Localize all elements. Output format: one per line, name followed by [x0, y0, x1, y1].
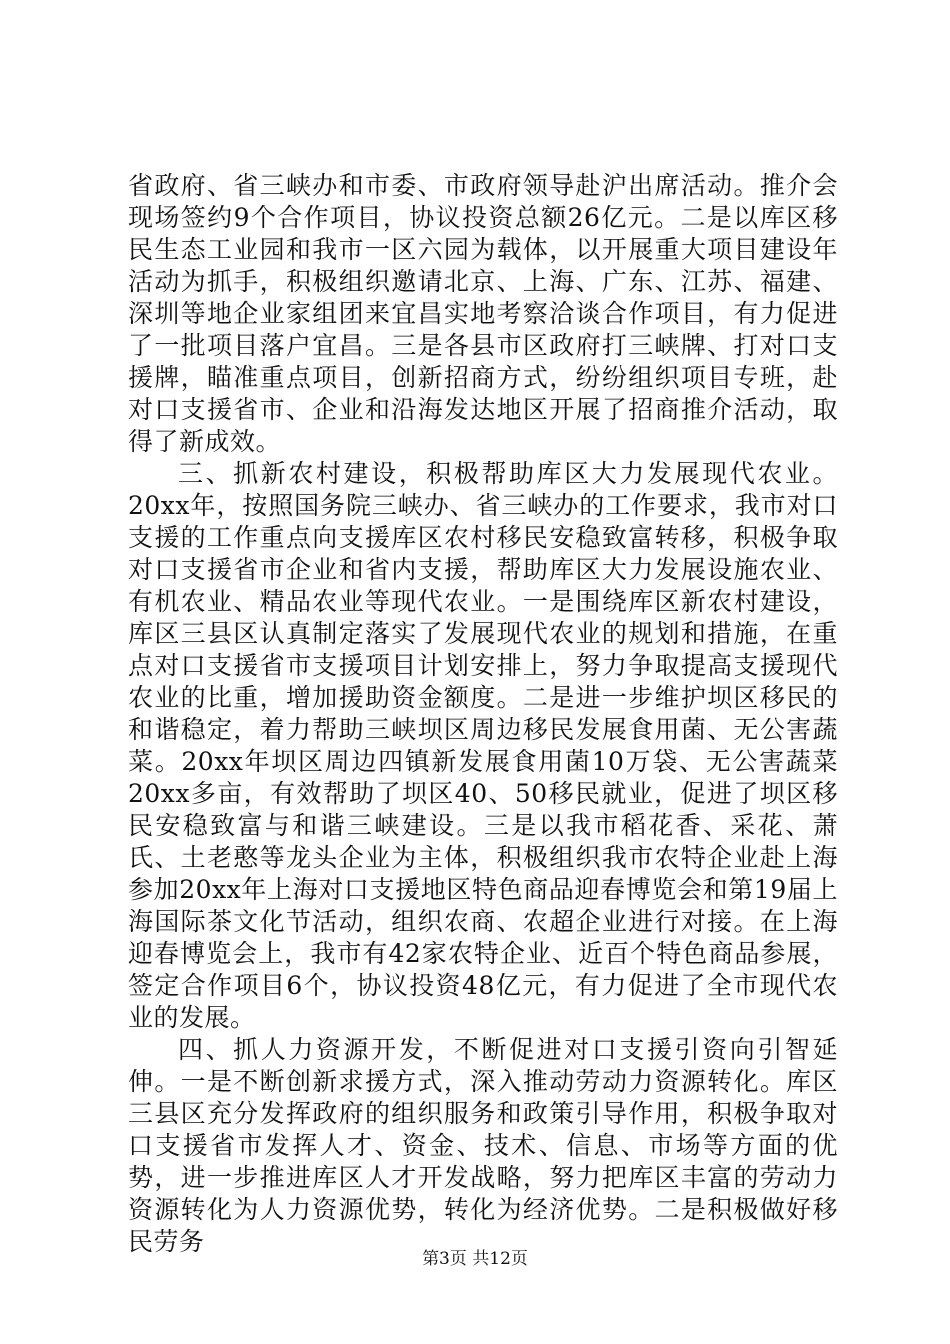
document-body: [128, 170, 838, 1258]
page-footer: 第3页 共12页: [422, 1249, 528, 1269]
paragraph-continuation: 省政府、省三峡办和市委、市政府领导赴沪出席活动。推介会现场签约9个合作项目，协议投资总额26亿元。二是以库区移民生态工业园和我市一区六园为载体，以开展重大项目建设年活动为抓手，积极组织邀请北京、上海、广东、江苏、福建、深圳等地企业家组团来宜昌实地考察洽谈合作项目，有力促进了一批项目落户宜昌。三是各县市区政府打三峡牌、打对口支援牌，瞄准重点项目，创新招商方式，纷纷组织项目专班，赴对口支援省市、企业和沿海发达地区开展了招商推介活动，取得了新成效。: [128, 171, 838, 456]
paragraph-section-three: 三、抓新农村建设，积极帮助库区大力发展现代农业。20xx年，按照国务院三峡办、省三峡办的工作要求，我市对口支援的工作重点向支援库区农村移民安稳致富转移，积极争取对口支援省市企业和省内支援，帮助库区大力发展设施农业、有机农业、精品农业等现代农业。一是围绕库区新农村建设，库区三县区认真制定落实了发展现代农业的规划和措施，在重点对口支援省市支援项目计划安排上，努力争取提高支援现代农业的比重，增加援助资金额度。二是进一步维护坝区移民的和谐稳定，着力帮助三峡坝区周边移民发展食用菌、无公害蔬菜。20xx年坝区周边四镇新发展食用菌10万袋、无公害蔬菜20xx多亩，有效帮助了坝区40、50移民就业，促进了坝区移民安稳致富与和谐三峡建设。三是以我市稻花香、采花、萧氏、土老憨等龙头企业为主体，积极组织我市农特企业赴上海参加20xx年上海对口支援地区特色商品迎春博览会和第19届上海国际茶文化节活动，组织农商、农超企业进行对接。在上海迎春博览会上，我市有42家农特企业、近百个特色商品参展，签定合作项目6个，协议投资48亿元，有力促进了全市现代农业的发展。: [128, 459, 838, 1032]
paragraph-section-four: 四、抓人力资源开发，不断促进对口支援引资向引智延伸。一是不断创新求援方式，深入推动劳动力资源转化。库区三县区充分发挥政府的组织服务和政策引导作用，积极争取对口支援省市发挥人才、资金、技术、信息、市场等方面的优势，进一步推进库区人才开发战略，努力把库区丰富的劳动力资源转化为人力资源优势，转化为经济优势。二是积极做好移民劳务: [128, 1035, 838, 1256]
